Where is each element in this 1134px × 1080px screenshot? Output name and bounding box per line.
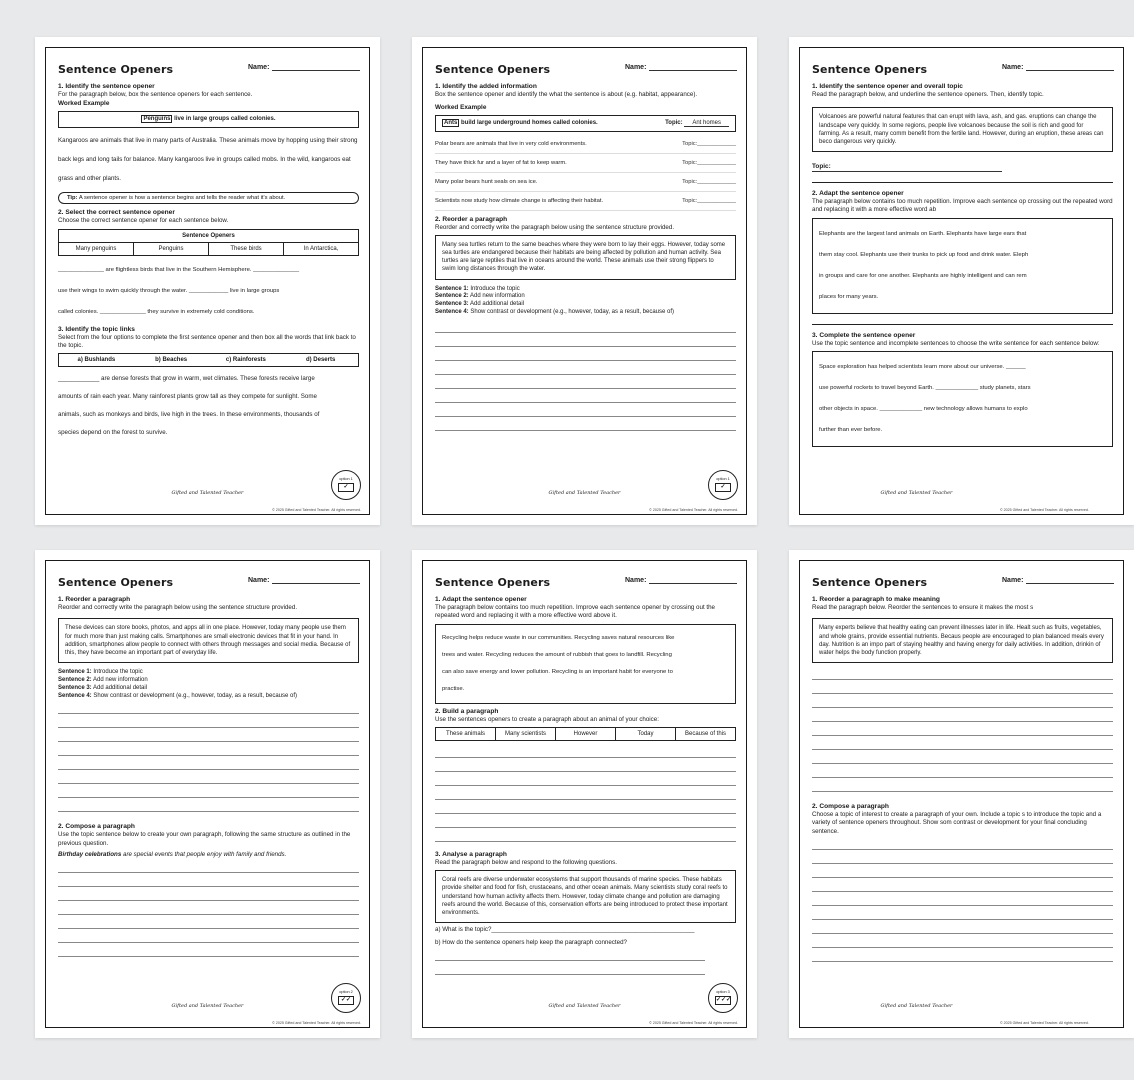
writing-lines[interactable] [435, 744, 736, 842]
boxed-opener: Penguins [143, 116, 171, 123]
name-field[interactable]: Name: [625, 64, 737, 71]
instruction: The paragraph below contains too much repetition. Improve each sentence op crossing out the repeated word and replacing it with a more effective word ab [812, 198, 1113, 214]
instruction: Use the topic sentence and incomplete sentences to choose the write sentence for each sentence below: [812, 339, 1100, 347]
opener-cell: These birds [208, 243, 283, 255]
name-field[interactable]: Name: [248, 577, 360, 584]
name-field[interactable]: Name: [1002, 577, 1114, 584]
opener-cell: In Antarctica, [283, 243, 358, 255]
copyright: © 2025 Gifted and Talented Teacher. All rights reserved. [649, 508, 738, 512]
topic-row[interactable]: Scientists now study how climate change is affecting their habitat. Topic:____________ [435, 192, 736, 211]
instruction: Select from the four options to complete the first sentence opener and then box all the words that link back to the topic. [58, 333, 356, 350]
instruction: The paragraph below contains too much repetition. Improve each sentence opener by crossing out the repeated word and replacing it with a more effective word above it. [435, 604, 715, 620]
section-heading: 1. Identify the sentence opener [58, 83, 155, 90]
copyright: © 2025 Gifted and Talented Teacher. All rights reserved. [649, 1021, 738, 1025]
instruction: For the paragraph below, box the sentence openers for each sentence. [58, 91, 253, 98]
worksheet-4 [35, 550, 380, 1038]
topic-line[interactable]: Topic: [812, 162, 1002, 172]
page-title: Sentence Openers [435, 63, 551, 76]
paragraph-box: Many experts believe that healthy eating can prevent illnesses later in life. Healt such as fruits, vegetables, and whole grains, provide essential nutrients. Becaus people are encouraged to plan balanced meals every day. Nutrition is an impo part of staying healthy and having energy for daily activities. In addition, drinkin of water helps the body function properly. [812, 618, 1113, 663]
sentence-structure: Sentence 1: Introduce the topic Sentence 2: Add new information Sentence 3: Add additional detail Sentence 4: Show contrast or development (e.g., however, today, as a result, because of) [435, 285, 675, 315]
writing-lines[interactable] [812, 666, 1113, 792]
writing-lines[interactable] [812, 836, 1113, 962]
writing-lines[interactable] [58, 700, 359, 812]
fill-line[interactable]: ______________ are flightless birds that live in the Southern Hemisphere. ______________ [58, 266, 300, 273]
option-badge: option 1 ✓ [708, 470, 738, 500]
paragraph-box: Volcanoes are powerful natural features that can erupt with lava, ash, and gas. eruptions can change the landscape very quickly. In some regions, people live volcanoes because the soil is rich and good for farming. As a result, many comm benefit from the fertile land. However, during an eruption, these areas can beco dangerous very quickly. [812, 107, 1113, 152]
name-field[interactable]: Name: [1002, 64, 1114, 71]
instruction: Reorder and correctly write the paragraph below using the sentence structure provided. [58, 604, 298, 611]
paragraph-box: Space exploration has helped scientists learn more about our universe. ______ use powerful rockets to travel beyond Earth. _____________ study planets, stars other objects in space. _____________ new technology allows humans to explo further than ever before. [812, 351, 1113, 447]
topic-row[interactable]: They have thick fur and a layer of fat to keep warm. Topic:____________ [435, 154, 736, 173]
instruction: Use the sentences openers to create a paragraph about an animal of your choice: [435, 715, 659, 723]
sentence-structure: Sentence 1: Introduce the topic Sentence 2: Add new information Sentence 3: Add additional detail Sentence 4: Show contrast or development (e.g., however, today, as a result, because of) [58, 669, 298, 699]
tip-box: Tip: A sentence opener is how a sentence begins and tells the reader what it's about. [58, 192, 359, 204]
openers-row: These animals Many scientists However Today Because of this [435, 727, 736, 741]
name-field[interactable]: Name: [625, 577, 737, 584]
section-heading: 2. Adapt the sentence opener [812, 190, 904, 198]
section-heading: 2. Build a paragraph [435, 707, 499, 715]
section-heading: 1. Adapt the sentence opener [435, 596, 527, 603]
page-title: Sentence Openers [58, 63, 174, 76]
worksheet-6 [789, 550, 1134, 1038]
brand-logo: Gifted and Talented Teacher [880, 1003, 953, 1009]
worked-example-label: Worked Example [435, 104, 487, 112]
section-heading: 1. Identify the sentence opener and overall topic [812, 83, 963, 90]
question-b: b) How do the sentence openers help keep the paragraph connected? [435, 938, 627, 946]
option-badge: option 2 ✓✓ [331, 983, 361, 1013]
section-heading: 3. Complete the sentence opener [812, 331, 916, 339]
question-a[interactable]: a) What is the topic?___________________________________________________________ [435, 926, 695, 934]
copyright: © 2025 Gifted and Talented Teacher. All rights reserved. [1000, 508, 1089, 512]
worksheet-2 [412, 37, 757, 525]
paragraph: Kangaroos are animals that live in many parts of Australia. These animals move by hopping using their strong back legs and long tails for balance. Many kangaroos live in groups called mobs. In the wild, kangaroos eat grass and other plants. [58, 136, 358, 182]
worksheet-1 [35, 37, 380, 525]
brand-logo: Gifted and Talented Teacher [171, 1003, 244, 1009]
paragraph: ____________ are dense forests that grow in warm, wet climates. These forests receive large amounts of rain each year. Many rainforest plants grow tall as they compete for sunlight. Some animals, such as monkeys and birds, live high in the trees. In these environments, thousands of species depend on the forest to survive. [58, 375, 320, 437]
writing-lines[interactable] [435, 947, 705, 975]
section-heading: 2. Reorder a paragraph [435, 215, 508, 223]
openers-table: Sentence Openers Many penguins Penguins These birds In Antarctica, [58, 229, 359, 256]
section-heading: 2. Select the correct sentence opener [58, 208, 175, 216]
copyright: © 2025 Gifted and Talented Teacher. All rights reserved. [272, 1021, 361, 1025]
instruction: Read the paragraph below, and underline the sentence openers. Then, identify topic. [812, 91, 1044, 98]
paragraph-box: Many sea turtles return to the same beaches where they were born to lay their eggs. However, today some sea turtles are endangered because their habitats are being affected by pollution and human activity. Sea turtles are large reptiles that live in oceans around the world. These animals use their strong flippers to swim long distances through the water. [435, 235, 736, 280]
section-heading: 2. Compose a paragraph [812, 803, 889, 811]
instruction: Read the paragraph below and respond to the following questions. [435, 858, 617, 866]
instruction: Box the sentence opener and identify the what the sentence is about (e.g. habitat, appearance). [435, 91, 698, 98]
brand-logo: Gifted and Talented Teacher [880, 490, 953, 496]
writing-lines[interactable] [58, 859, 359, 957]
instruction: Choose the correct sentence opener for each sentence below. [58, 216, 229, 224]
topic-row[interactable]: Polar bears are animals that live in very cold environments. Topic:____________ [435, 135, 736, 154]
topic-sentence: Birthday celebrations are special events that people enjoy with family and friends. [58, 850, 287, 858]
worksheet-3 [789, 37, 1134, 525]
paragraph-box: Elephants are the largest land animals on Earth. Elephants have large ears that them stay cool. Elephants use their trunks to pick up food and drink water. Eleph in groups and care for one another. Elephants are highly intelligent and can rem places for many years. [812, 218, 1113, 314]
section-heading: 1. Reorder a paragraph to make meaning [812, 596, 940, 603]
fill-line[interactable]: called colonies. ______________ they survive in extremely cold conditions. [58, 308, 255, 315]
copyright: © 2025 Gifted and Talented Teacher. All rights reserved. [1000, 1021, 1089, 1025]
worksheet-5 [412, 550, 757, 1038]
instruction: Read the paragraph below. Reorder the sentences to ensure it makes the most s [812, 604, 1034, 611]
section-heading: 3. Analyse a paragraph [435, 850, 507, 858]
opener-cell: Many penguins [75, 245, 117, 252]
brand-logo: Gifted and Talented Teacher [548, 1003, 621, 1009]
copyright: © 2025 Gifted and Talented Teacher. All rights reserved. [272, 508, 361, 512]
option-badge: option 1 ✓ [331, 470, 361, 500]
worksheet-1-border [45, 47, 370, 515]
page-title: Sentence Openers [812, 576, 928, 589]
brand-logo: Gifted and Talented Teacher [171, 490, 244, 496]
writing-lines[interactable] [435, 319, 736, 431]
section-heading: 1. Reorder a paragraph [58, 596, 131, 603]
fill-line[interactable]: use their wings to swim quickly through the water. ____________ live in large groups [58, 287, 280, 294]
paragraph-box: Recycling helps reduce waste in our communities. Recycling saves natural resources like trees and water. Recycling reduces the amount of rubbish that goes to landfill. Recycling can also save energy and lower pollution. Recycling is an important habit for everyone to practise. [435, 624, 736, 704]
topic-row[interactable]: Many polar bears hunt seals on sea ice. Topic:____________ [435, 173, 736, 192]
instruction: Reorder and correctly write the paragraph below using the sentence structure provided. [435, 223, 675, 231]
page-title: Sentence Openers [435, 576, 551, 589]
section-heading: 2. Compose a paragraph [58, 823, 135, 831]
page-title: Sentence Openers [812, 63, 928, 76]
opener-cell: Penguins [133, 243, 208, 255]
paragraph-box: Coral reefs are diverse underwater ecosystems that support thousands of marine species. These habitats provide shelter and food for fish, crustaceans, and other ocean animals. Many scientists study coral reefs to understand how human activity affects them. However, today climate change and pollution are damaging reefs around the world. Because of this, conservation efforts are being introduced to protect these important environments. [435, 870, 736, 923]
worked-example-box: Penguins live in large groups called colonies. [58, 111, 359, 127]
brand-logo: Gifted and Talented Teacher [548, 490, 621, 496]
options-row: a) Bushlands b) Beaches c) Rainforests d) Deserts [58, 353, 359, 367]
paragraph-box: These devices can store books, photos, and apps all in one place. However, today many people use them for much more than just making calls. Smartphones are small electronic devices that fit in your hand. In addition, smartphones allow people to connect with others through messages and social media. Because of this, they have become an important part of everyday life. [58, 618, 359, 663]
option-badge: option 3 ✓✓✓ [708, 983, 738, 1013]
page-title: Sentence Openers [58, 576, 174, 589]
instruction: Choose a topic of interest to create a paragraph of your own. Include a topic s to introduce the topic and a variety of sentence openers throughout. Show som contrast or development for your final concluding sentence. [812, 811, 1102, 835]
name-field[interactable]: Name: [248, 64, 360, 71]
instruction: Use the topic sentence below to create your own paragraph, following the same structure as outlined in the previous question. [58, 831, 351, 847]
section-heading: 1. Identify the added information [435, 83, 537, 90]
worked-example-box: Ants build large underground homes called colonies. Topic: Ant homes [435, 115, 736, 131]
worked-example-label: Worked Example [58, 100, 110, 108]
section-heading: 3. Identify the topic links [58, 325, 135, 333]
